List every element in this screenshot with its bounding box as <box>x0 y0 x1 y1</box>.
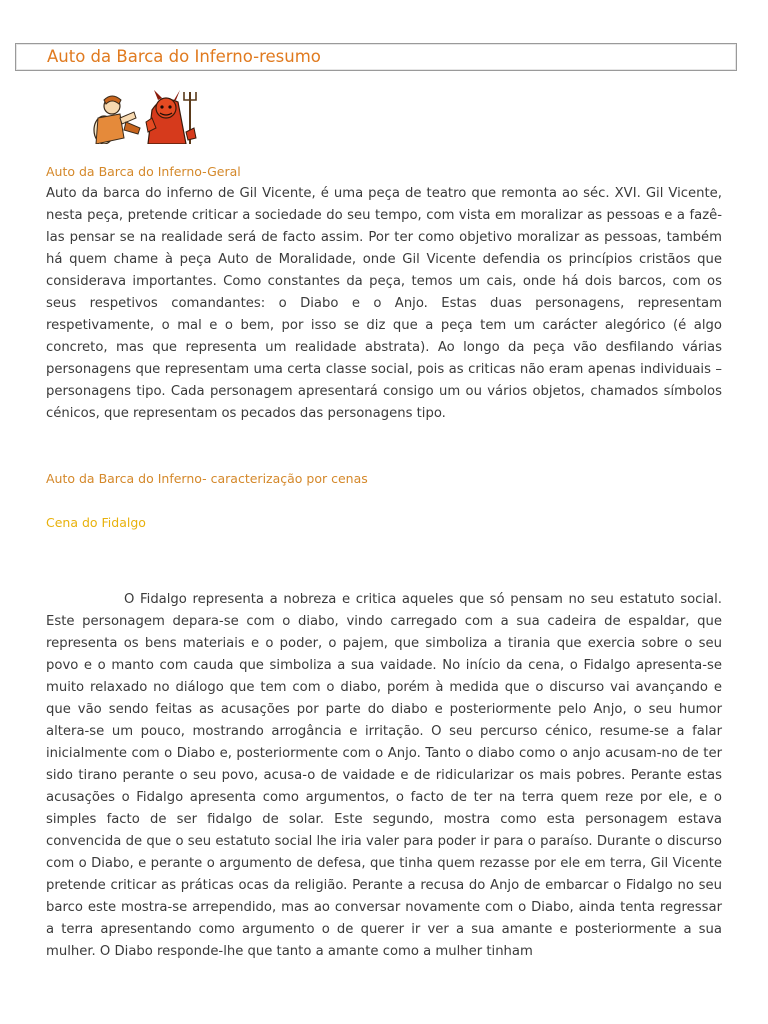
paragraph-fidalgo: O Fidalgo representa a nobreza e critica aqueles que só pensam no seu estatuto social. Este personagem depara-se com o diabo, vindo carregado com a sua cadeira de espaldar, que representa os bens materiais e o poder, o pajem, que simboliza a tirania que exercia sobre o seu povo e o manto com cauda que simboliza a sua vaidade. No início da cena, o Fidalgo apresenta-se muito relaxado no diálogo que tem com o diabo, porém à medida que o discurso vai avançando e que vão sendo feitas as acusações por parte do diabo e posteriormente pelo Anjo, o seu humor altera-se um pouco, mostrando arrogância e irritação. O seu percurso cénico, resume-se a falar inicialmente com o Diabo e, posteriormente com o Anjo. Tanto o diabo como o anjo acusam-no de ter sido tirano perante o seu povo, acusa-o de vaidade e de ridicularizar os mais pobres. Perante estas acusações o Fidalgo apresenta como argumentos, o facto de ter na terra quem reze por ele, e o simples facto de ser fidalgo de solar. Este segundo, mostra como esta personagem estava convencida de que o seu estatuto social lhe iria valer para poder ir para o paraíso. Durante o discurso com o Diabo, e perante o argumento de defesa, que tinha quem rezasse por ele em terra, Gil Vicente pretende criticar as práticas ocas da religião. Perante a recusa do Anjo de embarcar o Fidalgo no seu barco este mostra-se arrependido, mas ao conversar novamente com o Diabo, ainda tenta regressar a terra apresentando como argumento o de querer ir ver a sua amante e posteriormente a sua mulher. O Diabo responde-lhe que tanto a amante como a mulher tinham <box>46 592 722 959</box>
devil-and-nobleman-illustration <box>90 88 200 144</box>
section-heading-fidalgo: Cena do Fidalgo <box>46 515 146 530</box>
section-heading-geral: Auto da Barca do Inferno-Geral <box>46 164 241 179</box>
paragraph-geral: Auto da barca do inferno de Gil Vicente, é uma peça de teatro que remonta ao séc. XVI. Gil Vicente, nesta peça, pretende criticar a sociedade do seu tempo, com vista em moralizar as pessoas e a fazê-las pensar se na realidade será de facto assim. Por ter como objetivo moralizar as pessoas, também há quem chame à peça Auto de Moralidade, onde Gil Vicente defendia os princípios cristãos que considerava importantes. Como constantes da peça, temos um cais, onde há dois barcos, com os seus respetivos comandantes: o Diabo e o Anjo. Estas duas personagens, representam respetivamente, o mal e o bem, por isso se diz que a peça tem um carácter alegórico (é algo concreto, mas que representa um realidade abstrata). Ao longo da peça vão desfilando várias personagens que representam uma certa classe social, pois as criticas não eram apenas individuais – personagens tipo. Cada personagem apresentará consigo um ou vários objetos, chamados símbolos cénicos, que representam os pecados das personagens tipo. <box>46 186 722 421</box>
section-heading-cenas: Auto da Barca do Inferno- caracterização por cenas <box>46 471 368 486</box>
page-title: Auto da Barca do Inferno-resumo <box>47 47 321 66</box>
title-box <box>15 43 737 71</box>
